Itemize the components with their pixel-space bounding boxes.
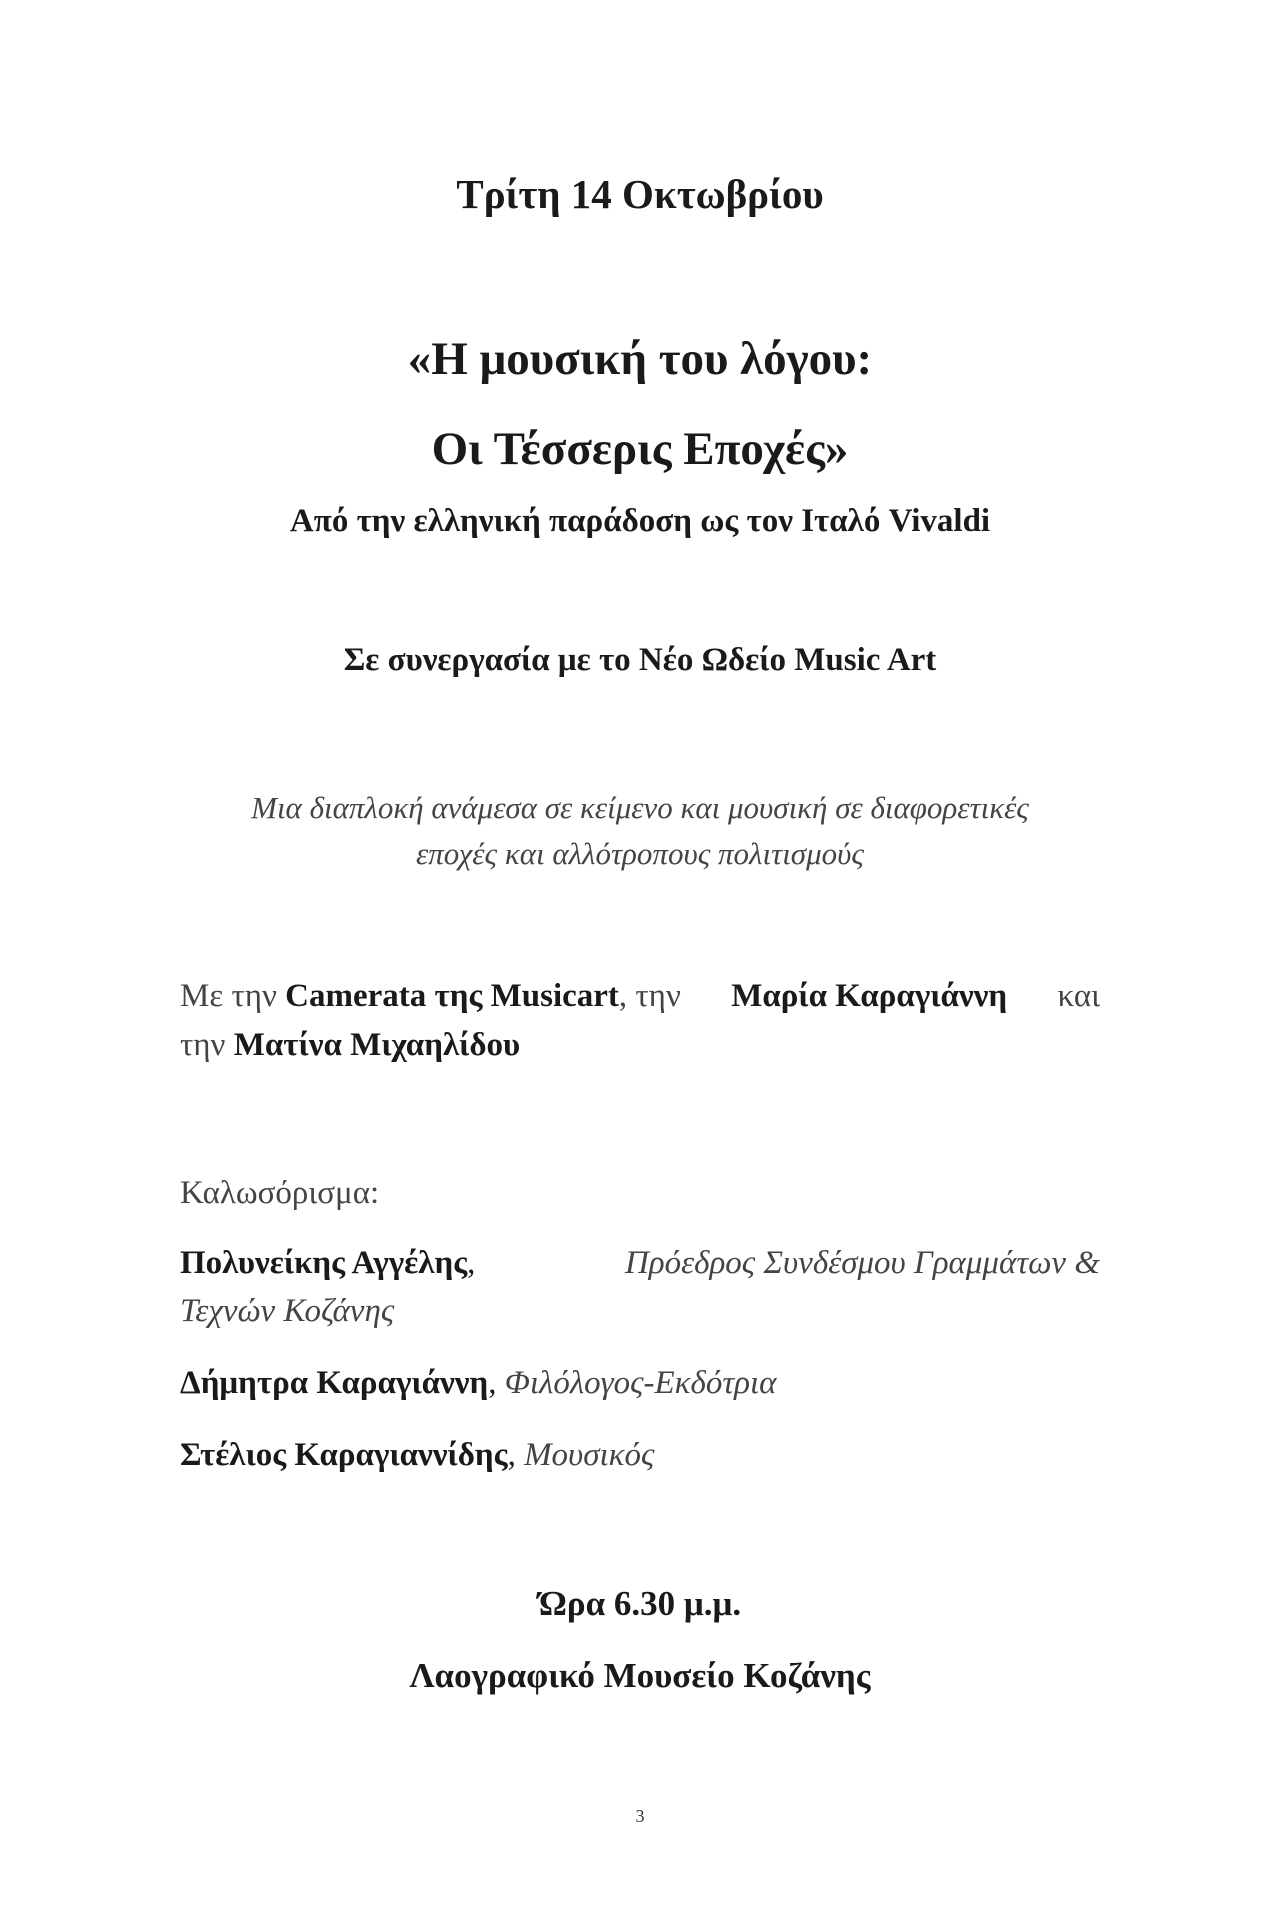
page-number: 3 (635, 1806, 645, 1826)
speaker-3-name: Στέλιος Καραγιαννίδης (180, 1437, 508, 1473)
performer-2-name: Ματίνα Μιχαηλίδου (233, 1027, 521, 1063)
ensemble-name: Camerata της Musicart (285, 978, 619, 1014)
performers-line-1 (180, 978, 1100, 1015)
speaker-1-role-line-1: Πρόεδρος Συνδέσμου Γραμμάτων & (624, 1245, 1100, 1281)
event-title-line-1: «Η μουσική του λόγου: (407, 333, 873, 385)
description-line-2: εποχές και αλλότροπους πολιτισμούς (416, 836, 864, 871)
speaker-2-role: Φιλόλογος-Εκδότρια (504, 1365, 777, 1401)
event-venue: Λαογραφικό Μουσείο Κοζάνης (409, 1656, 871, 1695)
speaker-1-line-1 (180, 1245, 1100, 1282)
performers-intro-2: την (180, 1027, 226, 1063)
event-date-heading: Τρίτη 14 Οκτωβρίου (456, 171, 824, 217)
description-line-1: Μια διαπλοκή ανάμεσα σε κείμενο και μουσική σε διαφορετικές (251, 790, 1029, 825)
event-title-line-2: Οι Τέσσερις Εποχές» (431, 423, 849, 475)
speaker-1-name-group: Πολυνείκης Αγγέλης, (180, 1245, 476, 1281)
performers-conjunction: και (1057, 978, 1100, 1014)
collaboration-note: Σε συνεργασία με το Νέο Ωδείο Music Art (343, 642, 937, 678)
speaker-2-name: Δήμητρα Καραγιάννη (180, 1365, 489, 1401)
performers-intro-text: Με την (180, 978, 277, 1014)
event-subtitle: Από την ελληνική παράδοση ως τον Ιταλό Vivaldi (289, 503, 991, 539)
performers-separator: , την (618, 978, 681, 1014)
performers-line-2 (180, 1027, 1100, 1064)
speaker-3-role: Μουσικός (524, 1437, 655, 1473)
speaker-3-line: Στέλιος Καραγιαννίδης, Μουσικός (180, 1437, 655, 1473)
welcome-label: Καλωσόρισμα: (180, 1175, 380, 1211)
speaker-2-line: Δήμητρα Καραγιάννη, Φιλόλογος-Εκδότρια (180, 1365, 777, 1401)
performer-1-name: Μαρία Καραγιάννη (731, 978, 1008, 1014)
performers-intro (180, 978, 681, 1015)
speaker-1-name: Πολυνείκης Αγγέλης (180, 1245, 468, 1281)
event-time: Ώρα 6.30 μ.μ. (538, 1584, 742, 1623)
speaker-1-role-line-2: Τεχνών Κοζάνης (180, 1293, 395, 1329)
